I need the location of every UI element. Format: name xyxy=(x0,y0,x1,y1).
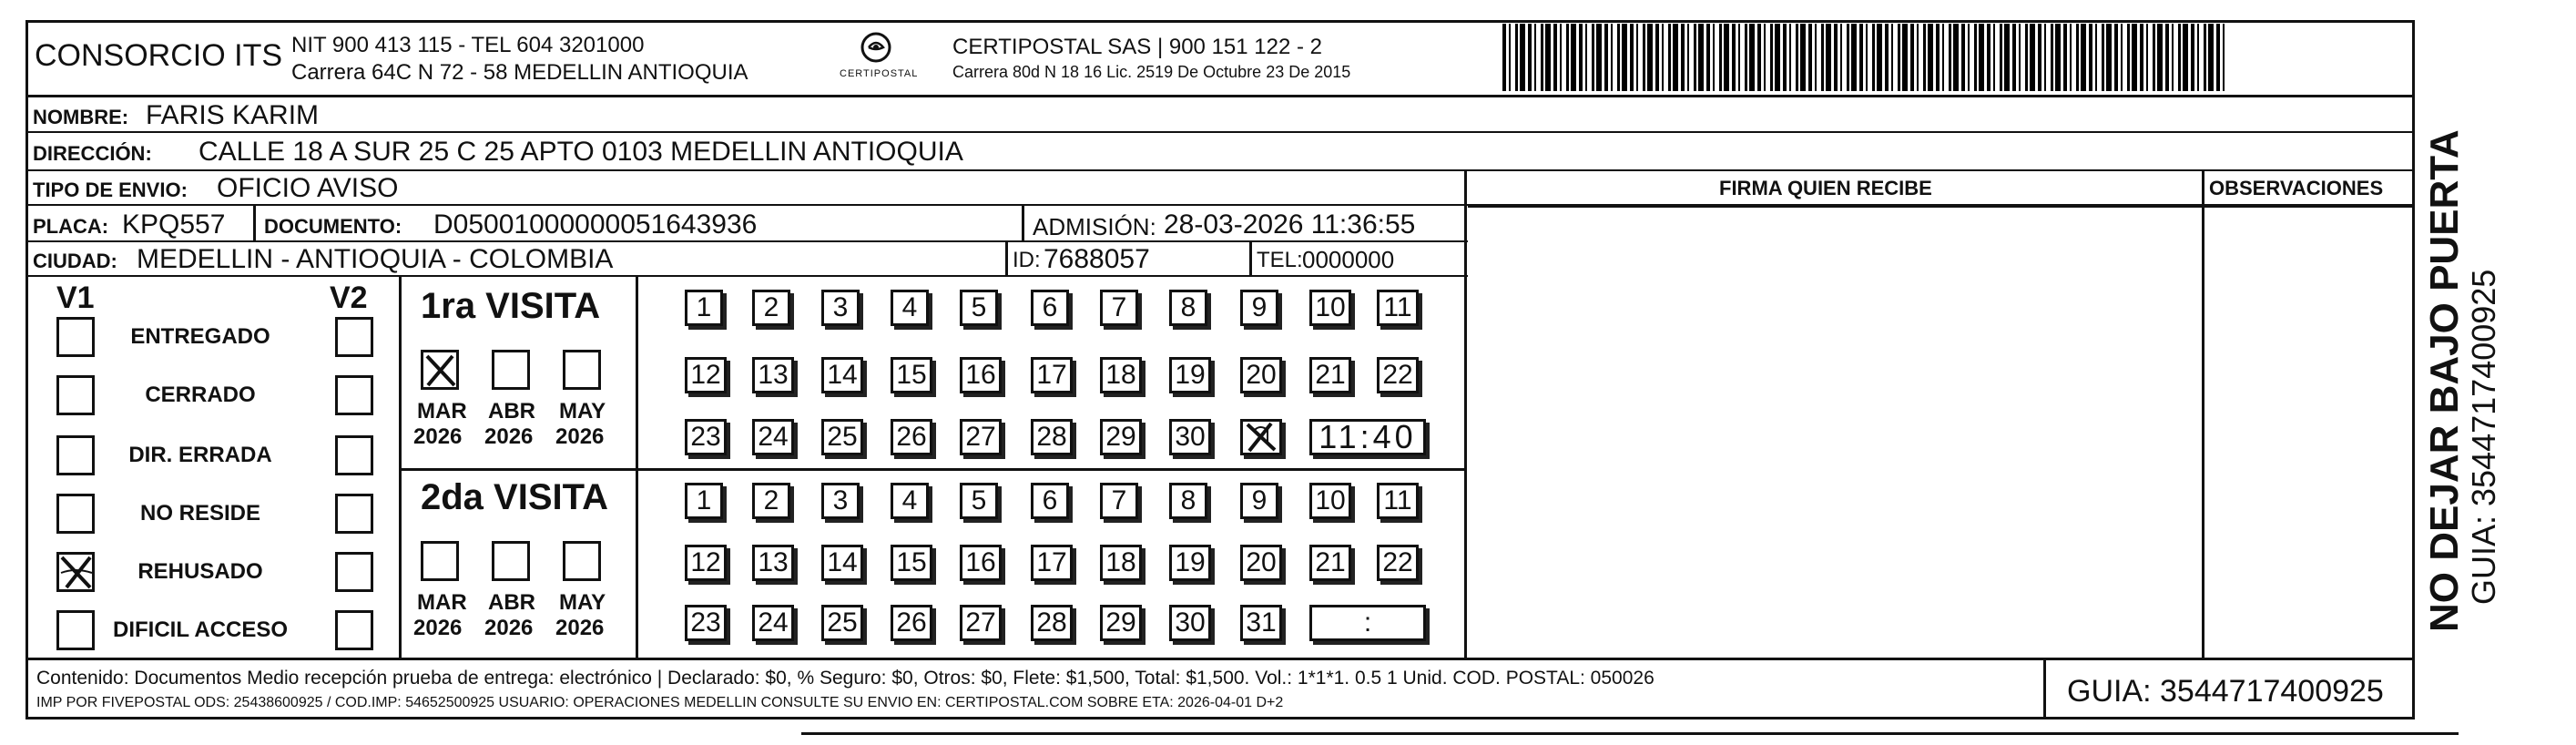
company-address: Carrera 64C N 72 - 58 MEDELLIN ANTIOQUIA xyxy=(291,60,748,85)
day-box[interactable]: 27 xyxy=(960,419,1002,455)
side-vertical-text xyxy=(2424,129,2502,632)
status-label: REHUSADO xyxy=(137,559,263,584)
second-visit-title: 2da VISITA xyxy=(421,477,608,517)
carrier-address: Carrera 80d N 18 16 Lic. 2519 De Octubre 23 De 2015 xyxy=(952,63,1351,81)
placa-value: KPQ557 xyxy=(122,209,226,240)
day-box[interactable]: 22 xyxy=(1377,545,1419,581)
tipo-envio-value: OFICIO AVISO xyxy=(217,173,399,203)
documento-value: D05001000000051643936 xyxy=(433,209,758,240)
day-box[interactable]: 26 xyxy=(891,419,932,455)
day-box[interactable]: 19 xyxy=(1169,545,1211,581)
v2-checkbox[interactable] xyxy=(335,375,373,415)
first-visit-title: 1ra VISITA xyxy=(421,286,601,326)
day-box[interactable]: 17 xyxy=(1031,357,1073,393)
month-checkbox[interactable] xyxy=(563,541,601,581)
day-box[interactable]: 1 xyxy=(685,290,723,326)
carrier-line: CERTIPOSTAL SAS | 900 151 122 - 2 xyxy=(952,35,1322,59)
day-box[interactable]: 8 xyxy=(1169,290,1207,326)
day-box[interactable]: 25 xyxy=(821,605,863,641)
day-box[interactable]: 9 xyxy=(1240,290,1278,326)
day-box[interactable]: 7 xyxy=(1100,483,1138,519)
time-box[interactable]: 11:40 xyxy=(1309,419,1426,455)
day-box[interactable]: 18 xyxy=(1100,357,1142,393)
year-label: 2026 xyxy=(484,424,534,449)
day-box[interactable]: 21 xyxy=(1309,545,1351,581)
ciudad-label: CIUDAD: xyxy=(33,250,117,272)
nombre-value: FARIS KARIM xyxy=(146,100,320,130)
id-value: 7688057 xyxy=(1044,244,1150,274)
month-checkbox[interactable] xyxy=(421,541,459,581)
certipostal-logo xyxy=(860,31,892,64)
day-box[interactable]: 23 xyxy=(685,605,727,641)
direccion-value: CALLE 18 A SUR 25 C 25 APTO 0103 MEDELLIN ANTIOQUIA xyxy=(199,137,963,167)
day-box[interactable]: 24 xyxy=(752,419,794,455)
month-label: ABR xyxy=(488,399,535,424)
day-box[interactable]: 17 xyxy=(1031,545,1073,581)
v2-checkbox[interactable] xyxy=(335,494,373,534)
month-label: MAY xyxy=(559,399,606,424)
side-guia: GUIA: 3544717400925 xyxy=(2465,269,2502,605)
ciudad-value: MEDELLIN - ANTIOQUIA - COLOMBIA xyxy=(137,244,614,274)
day-box[interactable]: 6 xyxy=(1031,483,1069,519)
status-label: DIFICIL ACCESO xyxy=(112,617,288,642)
day-box[interactable]: 16 xyxy=(960,545,1002,581)
month-checkbox[interactable] xyxy=(421,350,459,390)
day-box[interactable]: 31 xyxy=(1240,605,1282,641)
firma-header: FIRMA QUIEN RECIBE xyxy=(1719,177,1932,199)
day-box[interactable]: 15 xyxy=(891,357,932,393)
footer-contenido: Contenido: Documentos Medio recepción prueba de entrega: electrónico | Declarado: $0, % Seguro: $0, Otros: $0, Flete: $1,500, Total: $1,500. Vol.: 1*1*1. 0.5 1 Unid. COD. POSTAL: 050026 xyxy=(36,668,1655,689)
day-box[interactable]: 4 xyxy=(891,483,929,519)
v2-checkbox[interactable] xyxy=(335,552,373,592)
day-box[interactable]: 29 xyxy=(1100,605,1142,641)
year-label: 2026 xyxy=(555,424,605,449)
day-box[interactable]: 7 xyxy=(1100,290,1138,326)
day-box[interactable]: 6 xyxy=(1031,290,1069,326)
tel-label: TEL: xyxy=(1257,248,1303,272)
side-warning: NO DEJAR BAJO PUERTA xyxy=(2422,129,2467,632)
month-checkbox[interactable] xyxy=(492,350,530,390)
day-box[interactable]: 3 xyxy=(821,290,860,326)
day-box[interactable]: 11 xyxy=(1377,290,1419,326)
day-box[interactable]: 18 xyxy=(1100,545,1142,581)
day-box[interactable]: 1 xyxy=(685,483,723,519)
nit-line: NIT 900 413 115 - TEL 604 3201000 xyxy=(291,33,645,57)
direccion-label: DIRECCIÓN: xyxy=(33,142,152,165)
day-box[interactable]: 2 xyxy=(752,483,790,519)
v1-header: V1 xyxy=(56,281,95,315)
day-box[interactable]: 30 xyxy=(1169,419,1211,455)
day-cross-icon xyxy=(1244,421,1278,454)
year-label: 2026 xyxy=(555,616,605,640)
day-box[interactable]: 20 xyxy=(1240,545,1282,581)
admision-label: ADMISIÓN: xyxy=(1033,213,1156,240)
time-box[interactable]: : xyxy=(1309,605,1426,641)
day-box[interactable]: 14 xyxy=(821,357,863,393)
day-box[interactable]: 26 xyxy=(891,605,932,641)
month-label: MAR xyxy=(417,590,467,615)
day-box[interactable]: 9 xyxy=(1240,483,1278,519)
day-box[interactable]: 12 xyxy=(685,545,727,581)
day-box[interactable]: 19 xyxy=(1169,357,1211,393)
day-box[interactable]: 30 xyxy=(1169,605,1211,641)
day-box[interactable]: 3 xyxy=(821,483,860,519)
day-box[interactable]: 16 xyxy=(960,357,1002,393)
day-box[interactable]: 13 xyxy=(752,545,794,581)
year-label: 2026 xyxy=(413,424,463,449)
tel-value: 0000000 xyxy=(1302,246,1395,273)
day-box[interactable]: 20 xyxy=(1240,357,1282,393)
admision-value: 28-03-2026 11:36:55 xyxy=(1164,209,1416,240)
v2-header: V2 xyxy=(330,281,368,315)
v2-checkbox[interactable] xyxy=(335,435,373,475)
status-label: CERRADO xyxy=(145,383,256,407)
logo-caption: CERTIPOSTAL xyxy=(840,68,919,79)
day-box[interactable]: 5 xyxy=(960,483,998,519)
day-box[interactable]: 27 xyxy=(960,605,1002,641)
month-checkbox[interactable] xyxy=(492,541,530,581)
day-box[interactable]: 28 xyxy=(1031,605,1073,641)
footer-guia: GUIA: 3544717400925 xyxy=(2067,674,2384,709)
day-box[interactable]: 12 xyxy=(685,357,727,393)
status-label: NO RESIDE xyxy=(139,501,261,526)
day-box[interactable]: 5 xyxy=(960,290,998,326)
day-box[interactable]: 11 xyxy=(1377,483,1419,519)
v2-checkbox[interactable] xyxy=(335,610,373,650)
month-label: ABR xyxy=(488,590,535,615)
observaciones-header: OBSERVACIONES xyxy=(2209,177,2384,199)
year-label: 2026 xyxy=(484,616,534,640)
footer-imp: IMP POR FIVEPOSTAL ODS: 25438600925 / COD.IMP: 54652500925 USUARIO: OPERACIONES MEDELLIN CONSULTE SU ENVIO EN: CERTIPOSTAL.COM SOBRE ETA: 2026-04-01 D+2 xyxy=(36,695,1284,710)
id-label: ID: xyxy=(1013,248,1041,272)
day-box[interactable]: 10 xyxy=(1309,290,1351,326)
day-box[interactable]: 24 xyxy=(752,605,794,641)
day-box[interactable]: 2 xyxy=(752,290,790,326)
status-label: DIR. ERRADA xyxy=(128,443,272,467)
year-label: 2026 xyxy=(413,616,463,640)
day-box[interactable]: 21 xyxy=(1309,357,1351,393)
month-checkbox[interactable] xyxy=(563,350,601,390)
day-box[interactable]: 15 xyxy=(891,545,932,581)
month-label: MAY xyxy=(559,590,606,615)
day-box[interactable]: 14 xyxy=(821,545,863,581)
check-mark-icon xyxy=(423,352,458,389)
day-box[interactable]: 10 xyxy=(1309,483,1351,519)
documento-label: DOCUMENTO: xyxy=(264,215,402,238)
day-box[interactable]: 8 xyxy=(1169,483,1207,519)
status-label: ENTREGADO xyxy=(130,324,270,349)
placa-label: PLACA: xyxy=(33,215,109,238)
day-box[interactable]: 28 xyxy=(1031,419,1073,455)
barcode-image xyxy=(1502,24,2229,91)
day-box[interactable]: 4 xyxy=(891,290,929,326)
day-box[interactable]: 22 xyxy=(1377,357,1419,393)
company-name: CONSORCIO ITS xyxy=(35,38,283,73)
day-box[interactable]: 29 xyxy=(1100,419,1142,455)
day-box[interactable]: 23 xyxy=(685,419,727,455)
day-box[interactable]: 25 xyxy=(821,419,863,455)
nombre-label: NOMBRE: xyxy=(33,106,129,128)
document-frame xyxy=(25,20,2415,719)
month-label: MAR xyxy=(417,399,467,424)
tipo-envio-label: TIPO DE ENVIO: xyxy=(33,179,188,201)
v2-checkbox[interactable] xyxy=(335,317,373,357)
day-box[interactable]: 13 xyxy=(752,357,794,393)
day-box[interactable] xyxy=(1240,419,1282,455)
